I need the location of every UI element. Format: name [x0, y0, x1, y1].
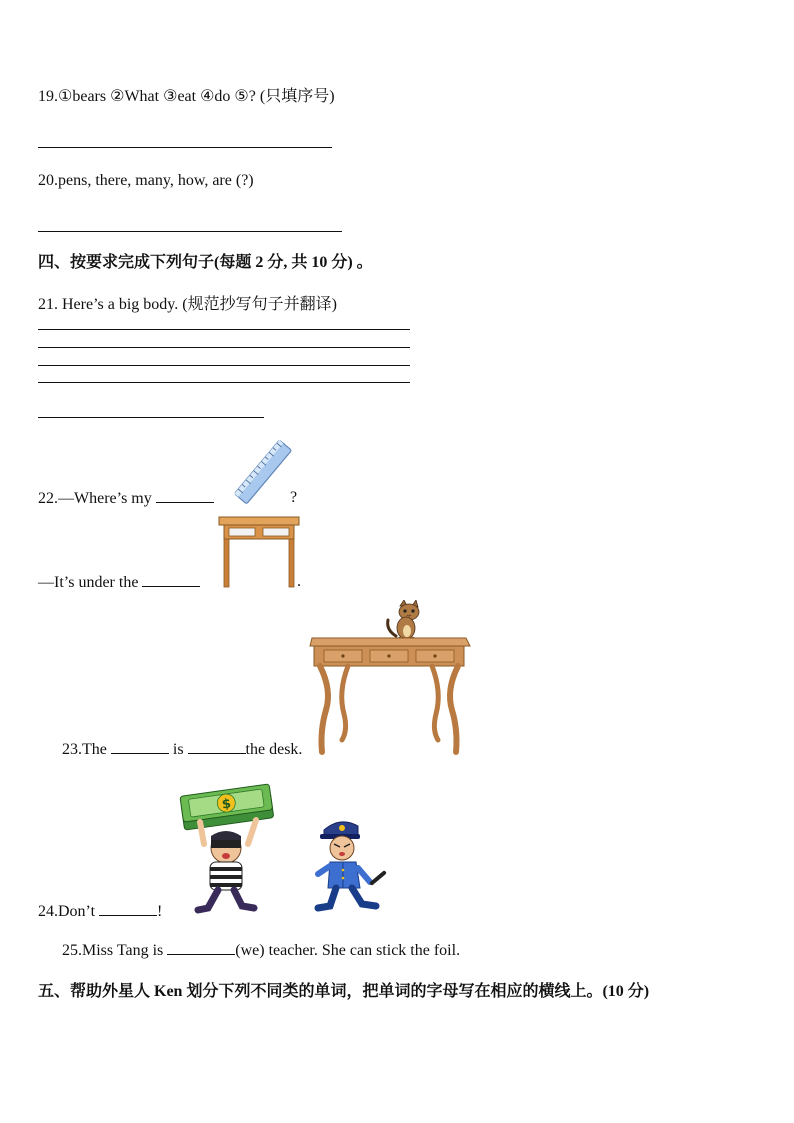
answer-blank-22b[interactable] [142, 572, 200, 587]
question-22-answer-prefix: —It’s under the [38, 574, 139, 591]
question-24 [38, 901, 162, 922]
copy-line-2 [38, 347, 410, 348]
answer-line-19 [38, 147, 332, 148]
question-19: 19.①bears ②What ③eat ④do ⑤? (只填序号) [38, 88, 335, 105]
question-23-prefix: 23.The [62, 741, 107, 758]
desk-icon [218, 514, 300, 588]
question-22-question-mark: ? [290, 489, 298, 506]
question-25-suffix: (we) teacher. She can stick the foil. [235, 942, 461, 959]
translation-line [38, 417, 264, 418]
question-22-prefix: 22.—Where’s my [38, 490, 152, 507]
section-4-title: 四、按要求完成下列句子(每题 2 分, 共 10 分) 。 [38, 254, 373, 271]
answer-line-20 [38, 231, 342, 232]
copy-line-1 [38, 329, 410, 330]
question-22-line-2 [38, 572, 200, 593]
section-5-title: 五、帮助外星人 Ken 划分下列不同类的单词，把单词的字母写在相应的横线上。(10 分) [38, 983, 650, 1000]
question-24-suffix: ! [157, 903, 163, 920]
ruler-icon [232, 440, 294, 504]
answer-blank-22a[interactable] [156, 488, 214, 503]
answer-blank-25[interactable] [167, 940, 235, 955]
question-23 [62, 739, 302, 760]
thief-with-money-icon [178, 778, 276, 916]
question-24-prefix: 24.Don’t [38, 903, 96, 920]
question-21: 21. Here’s a big body. (规范抄写句子并翻译) [38, 296, 337, 313]
question-23-middle: is [172, 741, 184, 758]
question-25-prefix: 25.Miss Tang is [62, 942, 164, 959]
copy-line-3 [38, 365, 410, 366]
question-22-line-1 [38, 488, 214, 509]
svg-text:$: $ [220, 796, 233, 813]
policeman-icon [312, 816, 394, 916]
answer-blank-23b[interactable] [188, 739, 246, 754]
question-20: 20.pens, there, many, how, are (?) [38, 172, 254, 189]
question-25 [62, 940, 460, 961]
answer-blank-24[interactable] [99, 901, 157, 916]
question-23-suffix: the desk. [245, 741, 303, 758]
question-22-period: . [297, 573, 301, 590]
copy-line-4 [38, 382, 410, 383]
answer-blank-23a[interactable] [111, 739, 169, 754]
cat-on-desk-icon [308, 600, 472, 756]
